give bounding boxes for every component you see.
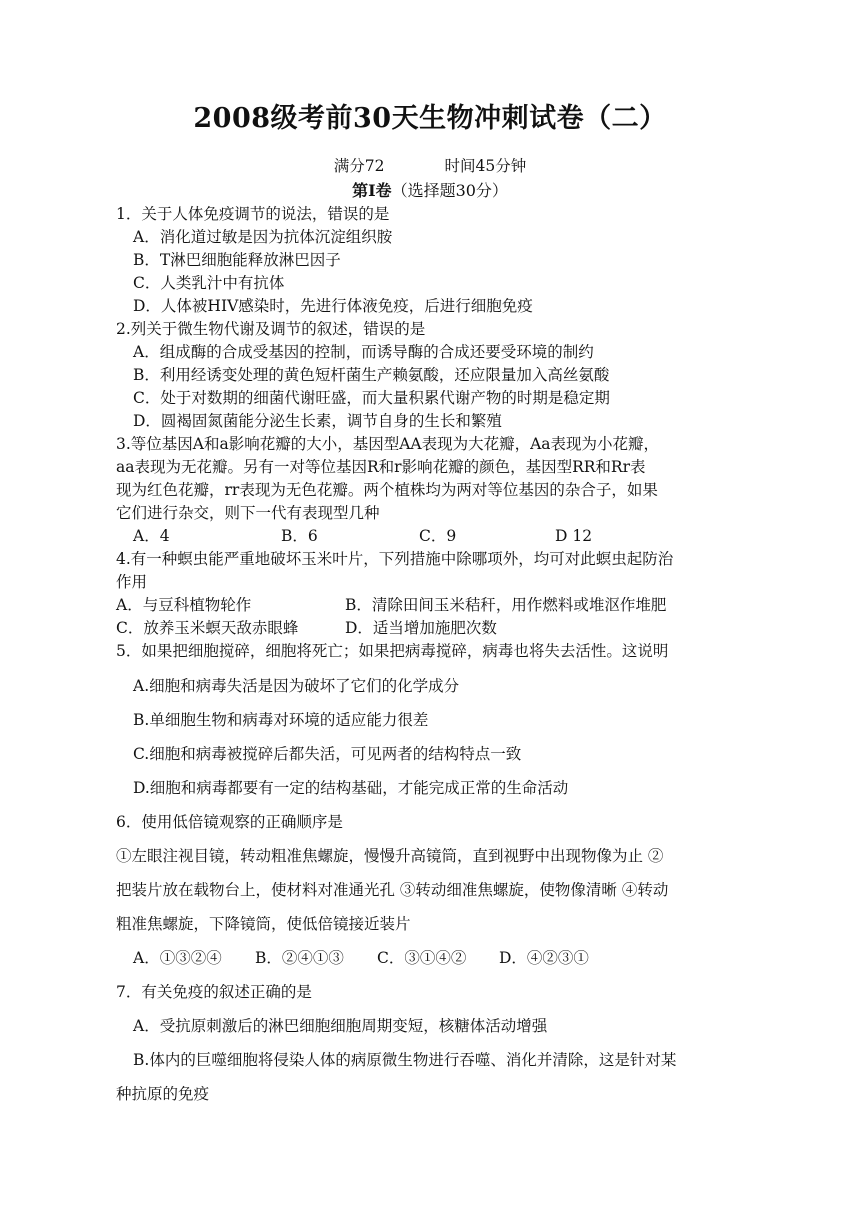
question-2	[116, 318, 746, 433]
question-stem-line: 粗准焦螺旋，下降镜筒，使低倍镜接近装片	[116, 915, 411, 933]
option-b: B．利用经诱变处理的黄色短杆菌生产赖氨酸，还应限量加入高丝氨酸	[133, 366, 610, 384]
section-heading	[0, 178, 860, 201]
option-b: B．T淋巴细胞能释放淋巴因子	[133, 251, 341, 269]
option-c: C．人类乳汁中有抗体	[133, 274, 285, 292]
option-a: A．组成酶的合成受基因的控制，而诱导酶的合成还要受环境的制约	[133, 343, 594, 361]
question-stem-line: 现为红色花瓣，rr表现为无色花瓣。两个植株均为两对等位基因的杂合子，如果	[116, 481, 658, 499]
exam-meta	[0, 154, 860, 176]
option-b: B.体内的巨噬细胞将侵染人体的病原微生物进行吞噬、消化并清除，这是针对某	[133, 1051, 677, 1069]
option-c: C．③①④②	[377, 949, 467, 967]
option-d: D．人体被HIV感染时，先进行体液免疫，后进行细胞免疫	[133, 297, 533, 315]
options-row	[116, 525, 746, 548]
option-d: D．④②③①	[499, 949, 589, 967]
question-stem-line: ①左眼注视目镜，转动粗准焦螺旋，慢慢升高镜筒，直到视野中出现物像为止 ②	[116, 847, 664, 865]
question-6	[116, 805, 746, 975]
question-4	[116, 548, 746, 640]
exam-title: 2008级考前30天生物冲刺试卷（二）	[193, 103, 667, 134]
option-b: B．6	[281, 527, 318, 545]
option-a: A．受抗原刺激后的淋巴细胞细胞周期变短，核糖体活动增强	[133, 1017, 548, 1035]
full-score: 满分72	[333, 157, 385, 175]
option-a: A．4	[133, 527, 170, 545]
option-c: C．处于对数期的细菌代谢旺盛，而大量积累代谢产物的时期是稳定期	[133, 389, 610, 407]
question-1	[116, 203, 746, 318]
options-row	[116, 941, 746, 975]
options-row	[116, 594, 746, 617]
option-a: A．①③②④	[133, 949, 222, 967]
question-stem: 7．有关免疫的叙述正确的是	[116, 983, 312, 1001]
option-a: A.细胞和病毒失活是因为破坏了它们的化学成分	[133, 677, 460, 695]
option-c: C.细胞和病毒被搅碎后都失活，可见两者的结构特点一致	[133, 745, 522, 763]
option-d: D 12	[555, 527, 593, 545]
time-limit: 时间45分钟	[444, 157, 527, 175]
question-stem-line: 把装片放在载物台上，使材料对准通光孔 ③转动细准焦螺旋，使物像清晰 ④转动	[116, 881, 669, 899]
question-stem-line: 4.有一种螟虫能严重地破坏玉米叶片，下列措施中除哪项外，均可对此螟虫起防治	[116, 550, 674, 568]
question-stem-line: 3.等位基因A和a影响花瓣的大小，基因型AA表现为大花瓣，Aa表现为小花瓣，	[116, 435, 660, 453]
question-stem: 6．使用低倍镜观察的正确顺序是	[116, 813, 343, 831]
option-a: A．消化道过敏是因为抗体沉淀组织胺	[133, 228, 393, 246]
options-row	[116, 617, 746, 640]
question-stem: 1．关于人体免疫调节的说法，错误的是	[116, 205, 390, 223]
section-note: （选择题30分）	[391, 181, 508, 200]
question-5	[116, 640, 746, 805]
question-stem-line: 它们进行杂交，则下一代有表现型几种	[116, 504, 380, 522]
option-b-continued: 种抗原的免疫	[116, 1085, 210, 1103]
question-stem-line: 作用	[116, 573, 148, 591]
option-b: B．清除田间玉米秸秆，用作燃料或堆沤作堆肥	[345, 596, 667, 614]
option-d: D．圆褐固氮菌能分泌生长素，调节自身的生长和繁殖	[133, 412, 502, 430]
option-b: B．②④①③	[255, 949, 344, 967]
question-7	[116, 975, 746, 1111]
option-c: C．9	[419, 527, 457, 545]
option-c: C．放养玉米螟天敌赤眼蜂	[116, 619, 299, 637]
question-list	[116, 203, 746, 1111]
option-d: D.细胞和病毒都要有一定的结构基础，才能完成正常的生命活动	[133, 779, 569, 797]
option-a: A．与豆科植物轮作	[116, 596, 252, 614]
section-label: 第Ⅰ卷	[352, 181, 392, 200]
question-stem: 5．如果把细胞搅碎，细胞将死亡；如果把病毒搅碎，病毒也将失去活性。这说明	[116, 642, 669, 660]
option-d: D．适当增加施肥次数	[345, 619, 497, 637]
question-stem-line: aa表现为无花瓣。另有一对等位基因R和r影响花瓣的颜色，基因型RR和Rr表	[116, 458, 646, 476]
option-b: B.单细胞生物和病毒对环境的适应能力很差	[133, 711, 429, 729]
question-3	[116, 433, 746, 548]
question-stem: 2.列关于微生物代谢及调节的叙述，错误的是	[116, 320, 426, 338]
